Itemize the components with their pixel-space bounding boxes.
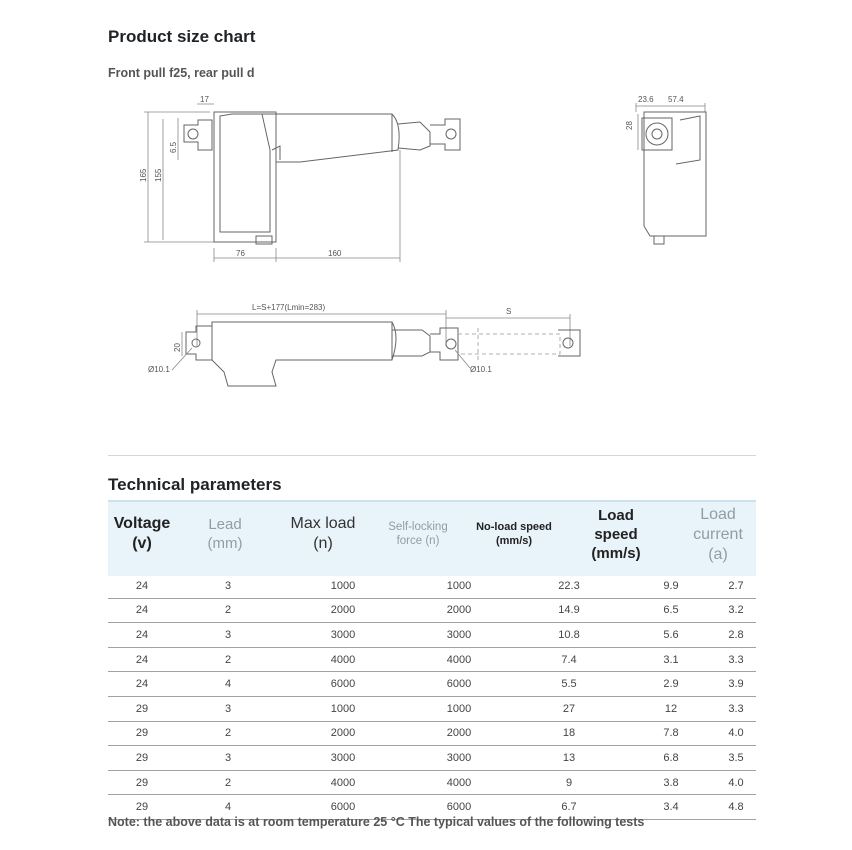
table-cell: 3 (176, 623, 280, 648)
dim-20: 20 (173, 343, 182, 352)
header-load-speed: Load speed (mm/s) (591, 507, 641, 562)
table-cell: 3.3 (716, 647, 756, 672)
header-load-current: Load current (a) (693, 506, 743, 563)
table-cell: 24 (108, 623, 176, 648)
table-cell: 3.9 (716, 672, 756, 697)
table-cell: 4000 (280, 647, 406, 672)
table-cell: 4000 (406, 770, 512, 795)
table-cell: 1000 (406, 574, 512, 598)
table-cell: 3.5 (716, 746, 756, 771)
table-cell: 4 (176, 795, 280, 820)
table-cell: 2 (176, 721, 280, 746)
parameters-table (108, 574, 756, 820)
table-cell: 7.8 (626, 721, 716, 746)
dim-76: 76 (236, 249, 245, 258)
table-cell: 27 (512, 696, 626, 721)
table-cell: 24 (108, 647, 176, 672)
table-cell: 1000 (280, 696, 406, 721)
table-cell: 6.8 (626, 746, 716, 771)
table-cell: 12 (626, 696, 716, 721)
table-row (108, 672, 756, 697)
table-row (108, 574, 756, 598)
dim-hole-left: Ø10.1 (148, 365, 170, 374)
table-cell: 18 (512, 721, 626, 746)
table-cell: 3 (176, 746, 280, 771)
header-lead: Lead (mm) (207, 516, 243, 552)
table-row (108, 721, 756, 746)
table-row (108, 770, 756, 795)
size-chart-subtitle: Front pull f25, rear pull d (108, 66, 255, 80)
table-row (108, 598, 756, 623)
table-cell: 3000 (406, 746, 512, 771)
dim-57-4: 57.4 (668, 95, 684, 104)
table-cell: 2 (176, 647, 280, 672)
table-cell: 2 (176, 770, 280, 795)
section-divider (108, 455, 756, 456)
footnote: Note: the above data is at room temperature 25 °C The typical values of the following tests (108, 815, 645, 829)
table-cell: 2 (176, 598, 280, 623)
table-cell: 6.7 (512, 795, 626, 820)
table-cell: 3.8 (626, 770, 716, 795)
table-cell: 1000 (406, 696, 512, 721)
table-cell: 22.3 (512, 574, 626, 598)
table-cell: 3.2 (716, 598, 756, 623)
table-cell: 3.4 (626, 795, 716, 820)
table-cell: 4000 (280, 770, 406, 795)
table-cell: 3.3 (716, 696, 756, 721)
size-chart-title: Product size chart (108, 27, 256, 46)
table-cell: 2000 (406, 598, 512, 623)
table-cell: 5.6 (626, 623, 716, 648)
table-cell: 9.9 (626, 574, 716, 598)
table-cell: 3 (176, 696, 280, 721)
table-cell: 4 (176, 672, 280, 697)
table-cell: 29 (108, 746, 176, 771)
table-cell: 4000 (406, 647, 512, 672)
dim-hole-right: Ø10.1 (470, 365, 492, 374)
table-cell: 24 (108, 574, 176, 598)
dim-155: 155 (154, 168, 163, 182)
table-row (108, 623, 756, 648)
header-voltage: Voltage (v) (113, 515, 171, 552)
table-cell: 7.4 (512, 647, 626, 672)
table-cell: 5.5 (512, 672, 626, 697)
table-cell: 2.8 (716, 623, 756, 648)
table-row (108, 647, 756, 672)
table-cell: 29 (108, 795, 176, 820)
table-row (108, 746, 756, 771)
technical-title: Technical parameters (108, 475, 282, 494)
table-cell: 14.9 (512, 598, 626, 623)
dim-stroke-formula: L=S+177(Lmin=283) (252, 303, 326, 312)
dim-17: 17 (200, 95, 209, 104)
table-cell: 29 (108, 770, 176, 795)
table-cell: 6000 (280, 672, 406, 697)
table-row (108, 696, 756, 721)
dim-s: S (506, 307, 512, 316)
table-cell: 6000 (280, 795, 406, 820)
table-cell: 3.1 (626, 647, 716, 672)
table-cell: 4.0 (716, 770, 756, 795)
table-cell: 2000 (406, 721, 512, 746)
table-cell: 9 (512, 770, 626, 795)
table-cell: 2.9 (626, 672, 716, 697)
table-cell: 3000 (280, 746, 406, 771)
table-cell: 2000 (280, 721, 406, 746)
table-cell: 6.5 (626, 598, 716, 623)
dim-23-6: 23.6 (638, 95, 654, 104)
table-cell: 29 (108, 696, 176, 721)
table-cell: 13 (512, 746, 626, 771)
header-no-load-speed: No-load speed (mm/s) (476, 521, 552, 547)
dim-28: 28 (625, 121, 634, 130)
table-cell: 24 (108, 672, 176, 697)
table-cell: 4.8 (716, 795, 756, 820)
dim-6-5: 6.5 (169, 141, 178, 153)
dim-160: 160 (328, 249, 342, 258)
table-cell: 2.7 (716, 574, 756, 598)
table-cell: 2000 (280, 598, 406, 623)
header-self-locking: Self-locking force (n) (388, 521, 448, 548)
header-max-load: Max load (n) (290, 515, 356, 552)
table-cell: 4.0 (716, 721, 756, 746)
table-cell: 3000 (406, 623, 512, 648)
table-cell: 10.8 (512, 623, 626, 648)
table-cell: 6000 (406, 672, 512, 697)
dim-165: 165 (139, 168, 148, 182)
table-cell: 1000 (280, 574, 406, 598)
table-cell: 6000 (406, 795, 512, 820)
table-cell: 3000 (280, 623, 406, 648)
table-cell: 3 (176, 574, 280, 598)
table-cell: 24 (108, 598, 176, 623)
table-cell: 29 (108, 721, 176, 746)
